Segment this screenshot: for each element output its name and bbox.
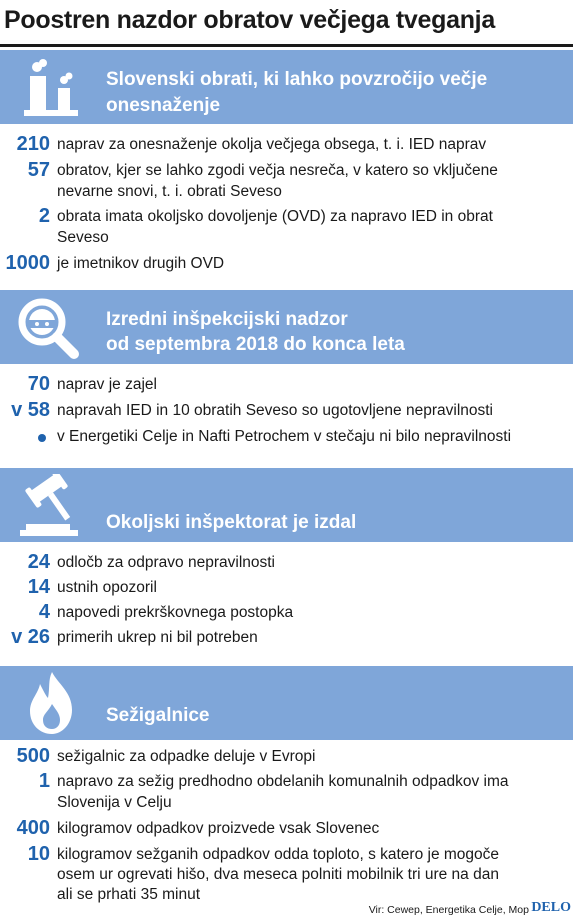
stat-text: sežigalnic za odpadke deluje v Evropi (57, 748, 316, 765)
stat-text: naprav za onesnaženje okolja večjega obsega, t. i. IED naprav (57, 136, 487, 153)
stat-text: v Energetiki Celje in Nafti Petrochem v stečaju ni bilo nepravilnosti (57, 428, 512, 445)
stat-text: nevarne snovi, t. i. obrati Seveso (57, 183, 282, 200)
stat-text: napravo za sežig predhodno obdelanih komunalnih odpadkov ima (57, 773, 509, 790)
stat-number: 1000 (5, 252, 50, 274)
section-band-inspectorate (0, 468, 573, 542)
section-band-inspection (0, 290, 573, 364)
stat-text: osem ur ogrevati hišo, dva meseca polniti mobilnik tri ure na dan (57, 866, 499, 883)
title-rule (0, 44, 573, 47)
stat-number: 2 (38, 205, 50, 227)
stat-number: 4 (38, 601, 50, 623)
stat-text: kilogramov sežganih odpadkov odda toploto, s katero je mogoče (57, 846, 500, 863)
stat-number: 24 (27, 551, 50, 573)
section-heading: Sežigalnice (106, 705, 210, 726)
stat-number: 70 (27, 373, 50, 395)
stat-number: 500 (16, 745, 50, 767)
stat-text: kilogramov odpadkov proizvede vsak Slovenec (57, 820, 380, 837)
stat-number: 14 (27, 576, 50, 598)
stat-text: obrata imata okoljsko dovoljenje (OVD) za napravo IED in obrat (57, 208, 493, 225)
stat-text: je imetnikov drugih OVD (57, 255, 225, 272)
stat-text: napravah IED in 10 obratih Seveso so ugotovljene nepravilnosti (57, 402, 493, 419)
stat-number: 10 (27, 843, 50, 865)
section-band-incinerators (0, 666, 573, 740)
stat-text: ali se prhati 35 minut (57, 886, 201, 903)
stat-number: v 58 (11, 399, 50, 421)
stat-number: 210 (16, 133, 50, 155)
stat-number: 57 (27, 159, 50, 181)
stat-number: 1 (38, 770, 50, 792)
stat-text: napovedi prekrškovnega postopka (57, 604, 294, 621)
stat-text: naprav je zajel (57, 376, 157, 393)
section-heading: Izredni inšpekcijski nadzor (106, 309, 348, 330)
stat-text: ustnih opozoril (57, 579, 157, 596)
section-band-polluters (0, 50, 573, 124)
section-heading: Slovenski obrati, ki lahko povzročijo večje (106, 69, 488, 90)
section-heading: Okoljski inšpektorat je izdal (106, 512, 357, 533)
stat-text: Seveso (57, 229, 109, 246)
flame-icon (24, 670, 80, 736)
stat-text: obratov, kjer se lahko zgodi večja nesreča, v katero so vključene (57, 162, 498, 179)
section-heading: od septembra 2018 do konca leta (106, 334, 405, 355)
gavel-icon (16, 474, 90, 538)
page-title: Poostren nazdor obratov večjega tveganja (4, 6, 495, 34)
magnifier-icon (14, 296, 86, 360)
stat-text: primerih ukrep ni bil potreben (57, 629, 258, 646)
stat-number: v 26 (11, 626, 50, 648)
stat-text: Slovenija v Celju (57, 794, 172, 811)
source-credit: Vir: Cewep, Energetika Celje, Mop (368, 904, 529, 916)
stat-number: 400 (16, 817, 50, 839)
delo-logo: DELO (531, 900, 571, 915)
factory-icon (20, 58, 82, 118)
section-heading: onesnaženje (106, 95, 221, 116)
bullet-icon (38, 434, 46, 442)
stat-text: odločb za odpravo nepravilnosti (57, 554, 275, 571)
